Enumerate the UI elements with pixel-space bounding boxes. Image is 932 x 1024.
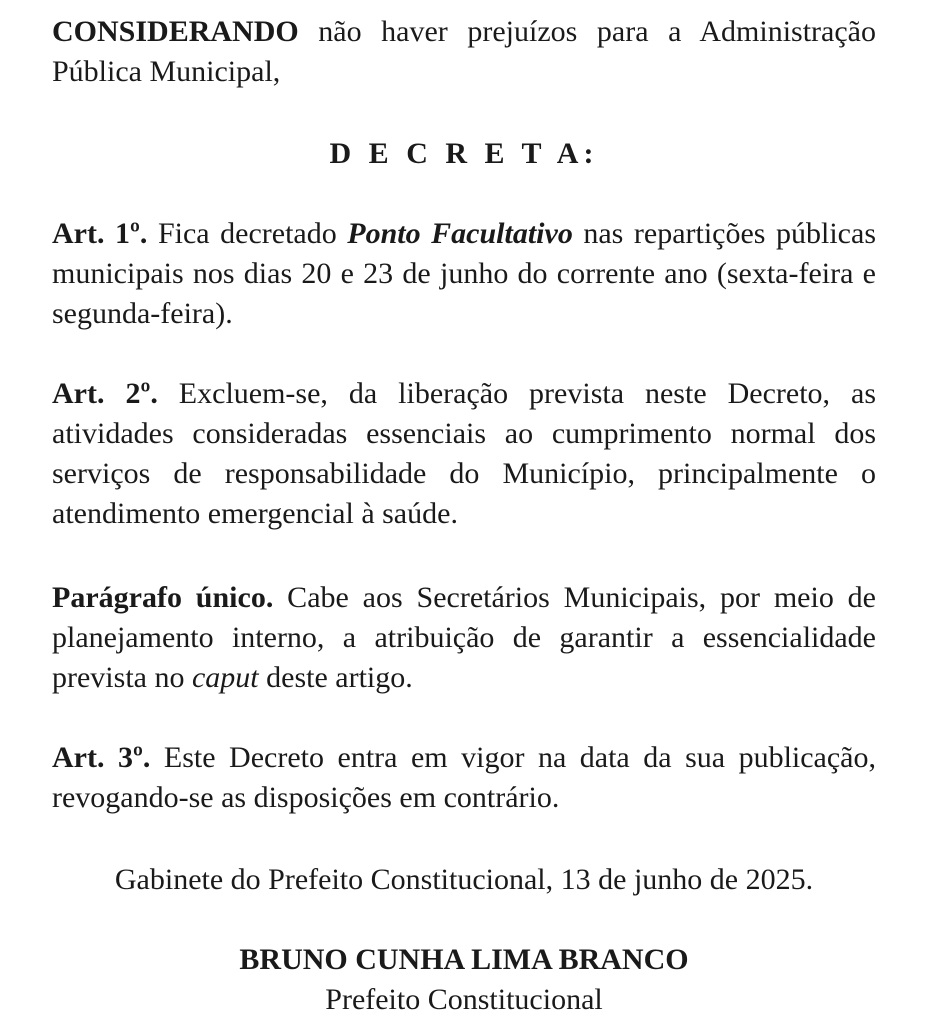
article-1-emphasis: Ponto Facultativo xyxy=(347,217,573,250)
article-2-text: Excluem-se, da liberação prevista neste Decreto, as atividades consideradas essenciais ao cumprimento normal dos serviços de responsabilidade do Município, principalmente o atendimento emergencial à saúde. xyxy=(52,377,876,530)
article-3 xyxy=(52,738,876,818)
signatory-name: BRUNO CUNHA LIMA BRANCO xyxy=(239,943,689,976)
article-1-text-before: Fica decretado xyxy=(147,217,348,250)
article-3-label: Art. 3º. xyxy=(52,741,151,774)
considerando-paragraph xyxy=(52,12,876,92)
paragrafo-unico-text-before: Cabe aos Secretários Municipais, por meio de planejamento interno, a atribuição de garantir a essencialidade prevista no xyxy=(52,581,876,694)
paragrafo-unico-text-after: deste artigo. xyxy=(258,661,413,694)
article-1-label: Art. 1º. xyxy=(52,217,148,250)
article-1-text-after: nas repartições públicas municipais nos dias 20 e 23 de junho do corrente ano (sexta-feira e segunda-feira). xyxy=(52,217,876,330)
article-2-label: Art. 2º. xyxy=(52,377,158,410)
paragrafo-unico-emphasis: caput xyxy=(191,661,259,694)
considerando-lead: CONSIDERANDO xyxy=(52,15,299,48)
decreta-heading: D E C R E T A: xyxy=(329,137,599,170)
article-2 xyxy=(52,374,876,534)
article-1 xyxy=(52,214,876,334)
signatory-role: Prefeito Constitucional xyxy=(325,983,603,1016)
gabinete-line: Gabinete do Prefeito Constitucional, 13 de junho de 2025. xyxy=(114,863,814,896)
paragrafo-unico-label: Parágrafo único. xyxy=(52,581,274,614)
paragrafo-unico xyxy=(52,578,876,698)
considerando-text: não haver prejuízos para a Administração Pública Municipal, xyxy=(52,15,876,88)
article-3-text: Este Decreto entra em vigor na data da sua publicação, revogando-se as disposições em contrário. xyxy=(52,741,876,814)
